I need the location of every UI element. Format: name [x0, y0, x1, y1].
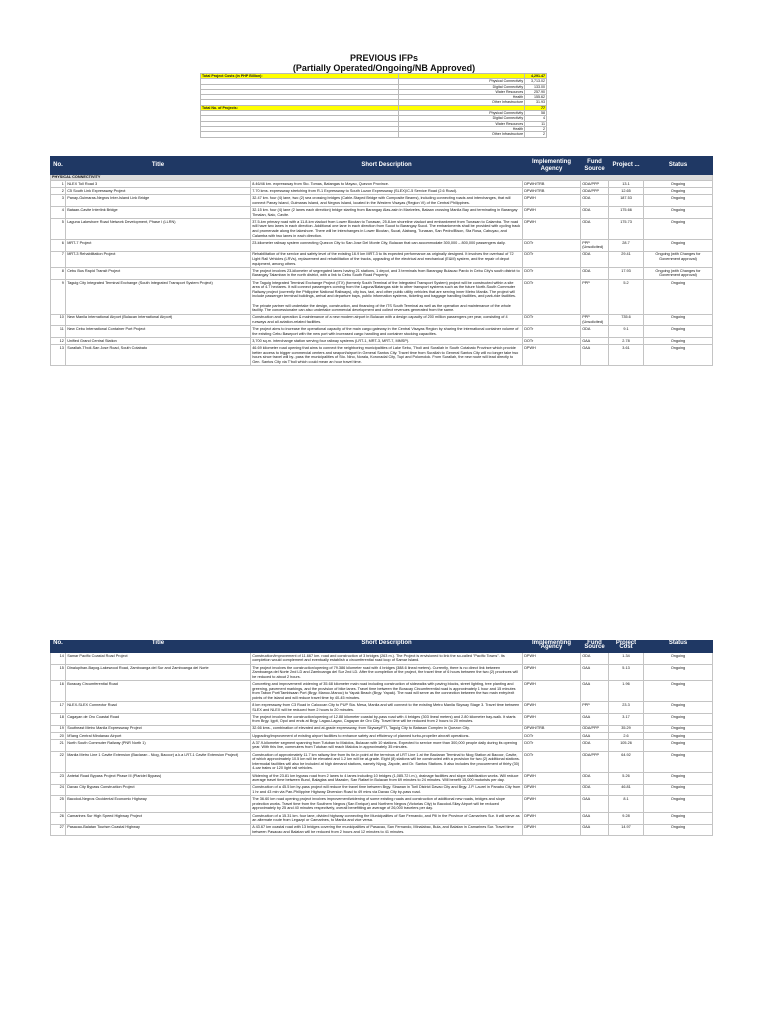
project-agency: DPWH: [523, 824, 581, 836]
table-header-row: [51, 641, 713, 653]
projects-table: [50, 156, 713, 366]
project-status: Ongoing (with Changes for Government approval): [644, 251, 713, 267]
project-fund-source: ODA: [581, 251, 609, 267]
project-no: 2: [51, 188, 66, 195]
project-title: Laguna Lakeshore Road Network Development, Phase I (LLRN): [66, 218, 251, 239]
project-description: 32.66 kms., combination of elevated and at-grade expressway, from Skyway/FTI, Taguig City to Batasan Complex in Quezon City.: [251, 725, 523, 732]
project-status: Ongoing: [644, 713, 713, 725]
project-description: 8.46/46 km. expressway from Sto. Tomas, Batangas to Mayao, Quezon Province.: [251, 181, 523, 188]
header-status: Status: [644, 157, 713, 175]
project-title: Davao City Bypass Construction Project: [66, 784, 251, 796]
summary-value: 31.93: [525, 100, 547, 105]
project-no: 22: [51, 751, 66, 772]
project-no: 9: [51, 279, 66, 314]
table-row: [51, 664, 713, 680]
project-cost: 23.3: [609, 702, 644, 714]
project-agency: DPWH/TRB: [523, 181, 581, 188]
project-agency: DPWH: [523, 664, 581, 680]
table-row: [51, 772, 713, 784]
project-status: Ongoing: [644, 725, 713, 732]
project-cost: 175.66: [609, 207, 644, 219]
projects-table-continued: [50, 640, 713, 836]
table-row: [51, 268, 713, 280]
project-no: 25: [51, 796, 66, 812]
project-cost: 1.34: [609, 653, 644, 665]
project-status: Ongoing: [644, 751, 713, 772]
summary-value: 3,713.02: [525, 79, 547, 84]
project-description: Construction of a 15.31 km. four lane, divided highway connecting the Municipalities of San Fernando, and Pili in the Province of Camarines Sur. It will serve as an alternate route from Legazpi or Camarines, to Manila and vice versa.: [251, 812, 523, 824]
project-cost: 14.97: [609, 824, 644, 836]
project-status: Ongoing (with Changes for Government approval): [644, 268, 713, 280]
project-status: Ongoing: [644, 207, 713, 219]
summary-value: 2: [525, 126, 547, 131]
project-no: 24: [51, 784, 66, 796]
project-description: A 43.67 km coastal road with 13 bridges covering the municipalities of Pasacao, San Fernando, Minalabac, Bula, and Balatan in Camarines Sur. Travel time between Pasacao and Balatan will be reduced from 2 hours and 12 minutes to 41 minutes.: [251, 824, 523, 836]
project-title: MRT-3 Rehabilitation Project: [66, 251, 251, 267]
project-agency: DOTr: [523, 326, 581, 338]
project-title: Bacolod-Negros Occidental Economic Highway: [66, 796, 251, 812]
project-title: MRT-7 Project: [66, 239, 251, 251]
project-cost: 12.65: [609, 188, 644, 195]
project-no: 13: [51, 345, 66, 366]
project-agency: DPWH/TRB: [523, 725, 581, 732]
project-fund-source: ODA/PPP: [581, 188, 609, 195]
summary-category: Health: [399, 95, 525, 100]
table-row: [51, 195, 713, 207]
table-row: [51, 681, 713, 702]
project-title: Bataan-Cavite Interlink Bridge: [66, 207, 251, 219]
header-title: Title: [66, 641, 251, 653]
project-agency: DPWH: [523, 681, 581, 702]
project-title: M'lang Central Mindanao Airport: [66, 732, 251, 739]
project-cost: 13.1: [609, 181, 644, 188]
project-fund-source: ODA: [581, 218, 609, 239]
project-title: Manila Metro Line 1 Cavite Extension (Baclaran - Niog, Bacoor) a.k.a LRT-1 Cavite Extension Project): [66, 751, 251, 772]
project-description: Construction and operation & maintenance of a new modern airport in Bulacan with a design capacity of 200 million passengers per year, consisting of 4 runways and all aviation-related facilities.: [251, 314, 523, 326]
summary-table: [200, 73, 547, 138]
table-header-row: [51, 157, 713, 175]
summary-value: 133.00: [525, 84, 547, 89]
project-no: 6: [51, 239, 66, 251]
table-row: [51, 338, 713, 345]
project-cost: 5.26: [609, 772, 644, 784]
table-row: [51, 653, 713, 665]
project-title: Cebu Bus Rapid Transit Project: [66, 268, 251, 280]
project-cost: 46.81: [609, 784, 644, 796]
project-title: North South Commuter Railway (PNR North 1): [66, 740, 251, 752]
project-title: Boracay Circumferential Road: [66, 681, 251, 702]
table-row: [51, 732, 713, 739]
project-description: Construction of approximately 11.7 km railway line from its tie-in point at the terminus of LRT Line 1 at the Baclaran Terminal to Niog Station at Bacoor, Cavite, of which approximately 10.5 km will be elevated and 1.2 km will be at-grade. Eight (8) stations will be constructed with a provision for two (2) additional stations. Intermodal facilities will also be included at high demand stations, namely Niyog, Zapote, and Dr. Santos Stations. It also includes the procurement of thirty (30) 4-car trains or 120 light rail vehicles.: [251, 751, 523, 772]
project-agency: DPWH: [523, 653, 581, 665]
summary-category: Other Infrastructure: [399, 132, 525, 137]
project-description: The project involves the construction/opening of 79.386 kilometer road with 4 bridges (388.6 lineal meters). Currently, there is no direct link between Zamboanga del Norte 2nd LD and Zamboanga del Sur 2nd LD. After the completion of the project, the travel time of 6 hours between the two (2) provinces will be reduced to about 2 hours.: [251, 664, 523, 680]
project-status: Ongoing: [644, 218, 713, 239]
project-no: 17: [51, 702, 66, 714]
header-agency: Implementing Agency: [523, 157, 581, 175]
project-fund-source: ODA: [581, 772, 609, 784]
project-status: Ongoing: [644, 279, 713, 314]
summary-value: 11: [525, 121, 547, 126]
project-status: Ongoing: [644, 345, 713, 366]
project-status: Ongoing: [644, 181, 713, 188]
project-agency: DOTr: [523, 740, 581, 752]
project-fund-source: GAA: [581, 338, 609, 345]
project-description: 32.15 km. four (4) lane (2 lanes each direction) bridge starting from Barangay Alas-asin in Mariveles, Bataan crossing Manila Bay and terminating in Barangay Timalan, Naic, Cavite.: [251, 207, 523, 219]
project-agency: DPWH: [523, 702, 581, 714]
project-fund-source: ODA: [581, 653, 609, 665]
project-fund-source: ODA: [581, 195, 609, 207]
category-label: PHYSICAL CONNECTIVITY: [51, 175, 713, 181]
project-agency: DPWH: [523, 207, 581, 219]
project-fund-source: GAA: [581, 681, 609, 702]
table-row: [51, 725, 713, 732]
project-title: C5 South Link Expressway Project: [66, 188, 251, 195]
project-cost: 2.6: [609, 732, 644, 739]
project-title: Cagayan de Oro Coastal Road: [66, 713, 251, 725]
project-fund-source: ODA/PPP: [581, 725, 609, 732]
summary-label: Total No. of Projects:: [201, 105, 399, 110]
project-cost: 175.73: [609, 218, 644, 239]
project-fund-source: PPP: [581, 702, 609, 714]
document-subtitle: (Partially Operated/Ongoing/NB Approved): [292, 63, 476, 73]
project-no: 12: [51, 338, 66, 345]
project-description: The Taguig Integrated Terminal Exchange Project (ITX) (formerly South Terminal of the Integrated Transport System) project will be constructed within a site area of 4.7 hectares. It will connect passengers coming from the Laguna/Batangas side to other transport systems such as the future North-South Commuter Railway project (currently the Philippine National Railways), city bus, taxi, and other public utility vehicles that are serving inner Metro Manila. The project will include passenger terminal buildings, arrival and departure bays, public information systems, ticketing and baggage handling facilities, and park-ride facilities. The private partner will undertake the design, construction, and financing of the ITS South Terminal as well as the operation and maintenance of the whole facility. The concessionaire can also undertake commercial development and collect revenues generated from the same.: [251, 279, 523, 314]
project-no: 10: [51, 314, 66, 326]
project-description: 32.47 km. four (4) lane, two (2) sea crossing bridges (Cable-Stayed Bridge with Composite Beams), including connecting roads and interchanges, that will connect Panay Island, Guimaras Island, and Negros Island, located in the Western Visayas (Region VI) of the Central Philippines.: [251, 195, 523, 207]
project-cost: 3.17: [609, 713, 644, 725]
project-description: The 36.60 km road opening project involves improvement/widening of some existing roads and construction of additional new roads, bridges and slope protection works. Travel time from the Southern Negros (San Enrique) and Northern Negros (Victorias City) to Bacolod-Silay Airport will be reduced approximately by 25 and 40 minutes respectively, overall benefitting an average of 26,000 travelers per day.: [251, 796, 523, 812]
project-fund-source: GAA: [581, 345, 609, 366]
project-cost: 35.29: [609, 725, 644, 732]
header-project-cost: Project ...: [609, 157, 644, 175]
project-description: A 37.9-kilometer segment spanning from Tutuban to Malolos, Bulacan with 10 stations. Expected to service more than 300,000 people daily during its opening year. With this line, commuters from Tutuban will reach Malolos in approximately 35 minutes.: [251, 740, 523, 752]
table-row: [51, 188, 713, 195]
header-title: Title: [66, 157, 251, 175]
project-title: Camarines Sur High Speed Highway Project: [66, 812, 251, 824]
project-cost: 64.92: [609, 751, 644, 772]
project-title: Dinalupihan-Bayog-Lakewood Road, Zamboanga del Sur and Zamboanga del Norte: [66, 664, 251, 680]
table-row: [51, 796, 713, 812]
project-cost: 5.13: [609, 664, 644, 680]
project-no: 20: [51, 732, 66, 739]
project-title: Surallah-T'boli-San Jose Road, South Cotabato: [66, 345, 251, 366]
project-description: The project aims to increase the operational capacity of the main cargo gateway in the Central Visayas Region by sharing the international container volume of the existing Cebu Baseport with the new port with increased cargo handling and container stocking capacities.: [251, 326, 523, 338]
table-row: [51, 740, 713, 752]
project-description: 23-kilometer railway system connecting Quezon City to San Jose Del Monte City, Bulacan that can accommodate 300,000 – 800,000 passengers daily.: [251, 239, 523, 251]
project-fund-source: ODA: [581, 784, 609, 796]
project-title: New Manila International Airport (Bulacan International Airport): [66, 314, 251, 326]
project-agency: DOTr: [523, 314, 581, 326]
project-fund-source: GAA: [581, 824, 609, 836]
project-fund-source: ODA/PPP: [581, 751, 609, 772]
project-fund-source: ODA: [581, 740, 609, 752]
project-title: Unified Grand Central Station: [66, 338, 251, 345]
project-agency: DPWH/TRB: [523, 188, 581, 195]
project-cost: 8.1: [609, 796, 644, 812]
summary-value: 77: [525, 105, 547, 110]
project-title: Taguig City Integrated Terminal Exchange (South Integrated Transport System Project): [66, 279, 251, 314]
project-agency: DPWH: [523, 218, 581, 239]
document-title: PREVIOUS IFPs: [349, 53, 419, 63]
project-title: New Cebu International Container Port Project: [66, 326, 251, 338]
project-no: 5: [51, 218, 66, 239]
project-fund-source: ODA: [581, 326, 609, 338]
project-fund-source: PPP (Unsolicited): [581, 239, 609, 251]
project-status: Ongoing: [644, 314, 713, 326]
header-agency: Implementing Agency: [523, 641, 581, 653]
project-no: 1: [51, 181, 66, 188]
project-description: Upgrading/improvement of existing airport facilities to enhance safety and efficiency of planned turbo-propeller aircraft operations.: [251, 732, 523, 739]
project-cost: 3.61: [609, 345, 644, 366]
table-row: [51, 279, 713, 314]
summary-value: 257.90: [525, 89, 547, 94]
header-fund-source: Fund Source: [581, 641, 609, 653]
project-cost: 28.7: [609, 239, 644, 251]
project-cost: 735.6: [609, 314, 644, 326]
project-agency: DPWH: [523, 796, 581, 812]
project-status: Ongoing: [644, 195, 713, 207]
project-no: 23: [51, 772, 66, 784]
table-row: [51, 751, 713, 772]
project-no: 15: [51, 664, 66, 680]
project-status: Ongoing: [644, 653, 713, 665]
project-no: 14: [51, 653, 66, 665]
project-cost: 29.41: [609, 251, 644, 267]
project-no: 16: [51, 681, 66, 702]
project-fund-source: GAA: [581, 796, 609, 812]
summary-label: Total Project Costs (in PHP Billion):: [201, 74, 399, 79]
project-title: Samar Pacific Coastal Road Project: [66, 653, 251, 665]
project-agency: DOTr: [523, 732, 581, 739]
project-status: Ongoing: [644, 772, 713, 784]
project-agency: DOTr: [523, 751, 581, 772]
project-status: Ongoing: [644, 338, 713, 345]
table-row: [51, 784, 713, 796]
project-no: 19: [51, 725, 66, 732]
table-row: [51, 239, 713, 251]
project-no: 7: [51, 251, 66, 267]
project-cost: 187.53: [609, 195, 644, 207]
project-description: The project involves 23-kilometer of segregated lanes having 21 stations, 1 depot, and 3 terminals from Barangay Bulacao Pardo in Cebu City's south district to Barangay Talamban in the north district, with a link to Cebu South Road Property.: [251, 268, 523, 280]
project-fund-source: GAA: [581, 812, 609, 824]
header-fund-source: Fund Source: [581, 157, 609, 175]
summary-label: [201, 132, 399, 137]
project-cost: 9.1: [609, 326, 644, 338]
project-no: 11: [51, 326, 66, 338]
project-fund-source: PPP: [581, 279, 609, 314]
project-description: 7.70 kms. expressway stretching from R-1 Expressway to South Luzon Expressway (SLEX)/C-5 Service Road (2.6 Road).: [251, 188, 523, 195]
project-agency: DPWH: [523, 772, 581, 784]
table-row: [51, 824, 713, 836]
project-status: Ongoing: [644, 732, 713, 739]
summary-category: Health: [399, 126, 525, 131]
table-row: [51, 218, 713, 239]
project-agency: DPWH: [523, 345, 581, 366]
project-fund-source: GAA: [581, 664, 609, 680]
project-description: The project involves the construction/opening of 12.88 kilometer coastal by-pass road with 4 bridges (303 lineal meters) and 2.80 kilometer bay-walk. It starts from Brgy. Igpit, Opol and ends at Brgy. Lagao-Lagao, Cagayan de Oro City. Travel time will be reduced from 2 hours to 20 minutes.: [251, 713, 523, 725]
project-no: 26: [51, 812, 66, 824]
project-status: Ongoing: [644, 326, 713, 338]
project-status: Ongoing: [644, 784, 713, 796]
summary-row: [201, 132, 547, 137]
project-agency: DOTr: [523, 338, 581, 345]
table-row: [51, 251, 713, 267]
header-project-cost: Project Cost: [609, 641, 644, 653]
project-title: Pasacao-Balatan Tourism Coastal Highway: [66, 824, 251, 836]
project-description: 37.5-km primary road with a 11.8-km viaduct from Lower Bicutan to Tunasan, 25.8-km shoreline viaduct and embankment from Tunasan to Calamba. The road will have two lanes in each direction. Additional one lane in each direction from Suoot to Barangay Sucol. The embankments shall be provided with cycling track and promenade along the lakeshore. There will be interchanges in Lower Bicutan, Sucat, Alabang, Tunasan, San Pedro/Bison, Sta Rosa, Cabuyao, and Calamba with two lanes in each direction.: [251, 218, 523, 239]
project-title: Antetal Road Bypass Project Phase III (Plaridel Bypass): [66, 772, 251, 784]
summary-category: Water Resources: [399, 89, 525, 94]
project-agency: DPWH: [523, 195, 581, 207]
table-row: [51, 207, 713, 219]
project-cost: 105.26: [609, 740, 644, 752]
project-fund-source: GAA: [581, 732, 609, 739]
project-status: Ongoing: [644, 796, 713, 812]
project-title: Southeast Metro Manila Expressway Project: [66, 725, 251, 732]
project-status: Ongoing: [644, 664, 713, 680]
project-agency: DOTr: [523, 268, 581, 280]
table-row: [51, 812, 713, 824]
project-title: NLEX-SLEX Connector Road: [66, 702, 251, 714]
summary-value: 155.62: [525, 95, 547, 100]
table-row: [51, 345, 713, 366]
project-no: 27: [51, 824, 66, 836]
summary-value: 2: [525, 132, 547, 137]
header-description: Short Description: [251, 641, 523, 653]
summary-value: 58: [525, 111, 547, 116]
project-cost: 5.2: [609, 279, 644, 314]
project-status: Ongoing: [644, 702, 713, 714]
project-cost: 9.28: [609, 812, 644, 824]
project-agency: DOTr: [523, 279, 581, 314]
project-agency: DPWH: [523, 812, 581, 824]
table-row: [51, 326, 713, 338]
project-agency: DPWH: [523, 713, 581, 725]
header-no: No.: [51, 641, 66, 653]
project-agency: DOTr: [523, 251, 581, 267]
summary-value: 4,291.47: [525, 74, 547, 79]
project-status: Ongoing: [644, 740, 713, 752]
project-no: 21: [51, 740, 66, 752]
summary-category: Physical Connectivity: [399, 111, 525, 116]
project-no: 3: [51, 195, 66, 207]
project-cost: 1.96: [609, 681, 644, 702]
project-fund-source: ODA/PPP: [581, 181, 609, 188]
project-description: 46.69 kilometer road opening that aims to connect the neighboring municipalities of Lake Sebu, T'boli and Surallah in South Cotabato Province which provide better access to bigger commercial centers and seaport/airport in General Santos City. Travel time from Surallah to General Santos City will no longer take two hours since travel will by- pass the municipalities of Sto. Nino, Norala, Koronadal City, Tupi and Polomolok. From Surallah, the new route will lead directly to Gen. Santos City via T'boli which could mean an hour travel time.: [251, 345, 523, 366]
table-row: [51, 181, 713, 188]
header-no: No.: [51, 157, 66, 175]
summary-category: Digital Connectivity: [399, 84, 525, 89]
project-no: 4: [51, 207, 66, 219]
header-description: Short Description: [251, 157, 523, 175]
project-cost: 17.93: [609, 268, 644, 280]
project-status: Ongoing: [644, 812, 713, 824]
project-fund-source: GAA: [581, 713, 609, 725]
project-description: 3,700 sq.m. interchange station serving four railway systems (LRT-1, MRT-3, MRT-7, MMSP).: [251, 338, 523, 345]
summary-category: Physical Connectivity: [399, 79, 525, 84]
project-agency: DPWH: [523, 784, 581, 796]
project-title: Panay-Guimaras-Negros Inter-Island Link Bridge: [66, 195, 251, 207]
table-row: [51, 702, 713, 714]
project-description: Construction/improvement of 11.667 km. road and construction of 3 bridges (263 m.). The Project is envisioned to link the so-called "Pacific Towns". Its completion would complement and eventually establish a circumferential road loop of Samar Island.: [251, 653, 523, 665]
project-status: Ongoing: [644, 239, 713, 251]
project-description: Construction of a 45.5 km by-pass project will reduce the travel time between Brgy. Sirawan in Toril District Davao City and Brgy. J.P. Laurel in Panabo City from 1 hr and 43 min via Pan-Philippine Highway Diversion Road to 49 mins via Davao City by-pass road.: [251, 784, 523, 796]
project-no: 8: [51, 268, 66, 280]
project-status: Ongoing: [644, 824, 713, 836]
project-description: 8 km expressway from C3 Road in Caloocan City to PUP Sta. Mesa, Manila and will connect to the existing Metro Manila Skyway Stage 3. Travel time between SLEX and NLEX will be reduced from 2 hours to 20 minutes.: [251, 702, 523, 714]
summary-category: Digital Connectivity: [399, 116, 525, 121]
summary-category: Water Resources: [399, 121, 525, 126]
project-no: 18: [51, 713, 66, 725]
project-fund-source: ODA: [581, 268, 609, 280]
table-row: [51, 713, 713, 725]
project-fund-source: PPP (Unsolicited): [581, 314, 609, 326]
project-status: Ongoing: [644, 188, 713, 195]
project-cost: 2.78: [609, 338, 644, 345]
project-description: Rehabilitation of the service and safety level of the existing 16.9 km MRT-3 to its expected performance as originally designed. It involves the overhaul of 72 Light Rail Vehicles (LRVs), replacement and rehabilitation of the tracks, upgrading of the electrical and mechanical (E&M) system, and the repair of depot equipment, among others.: [251, 251, 523, 267]
project-description: Widening of the 23.81 km bypass road from 2 lanes to 4 lanes including 10 bridges (1,085.72 l.m.), drainage facilities and slope stabilization works. Will reduce average travel time between Burol, Balagtas and Maasim, San Rafael in Bulacan from 69 minutes to 24 minutes. Will benefit 15,000 motorists per day.: [251, 772, 523, 784]
project-title: NLEX Toll Road 3: [66, 181, 251, 188]
header-status: Status: [644, 641, 713, 653]
project-description: Concreting and improvement/ widening of 35.68 kilometer main road including construction of sidewalks with paving blocks, street lighting, tree planting and greening, pavement markings, and the provision of bike lanes. Travel time between the Boracay Circumferential road is approximately 1 hour and 15 minutes from Tabon Port/Tambisaan Port (Brgy. Manoc-Manoc) to Yapak Beach (Brgy. Yapak). The road will serve as the connection between the two main entry/exit points of the island and will reduce travel time by 40-45 minutes.: [251, 681, 523, 702]
summary-category: Other Infrastructure: [399, 100, 525, 105]
project-fund-source: ODA: [581, 207, 609, 219]
project-agency: DOTr: [523, 239, 581, 251]
summary-value: 4: [525, 116, 547, 121]
table-row: [51, 314, 713, 326]
project-status: Ongoing: [644, 681, 713, 702]
